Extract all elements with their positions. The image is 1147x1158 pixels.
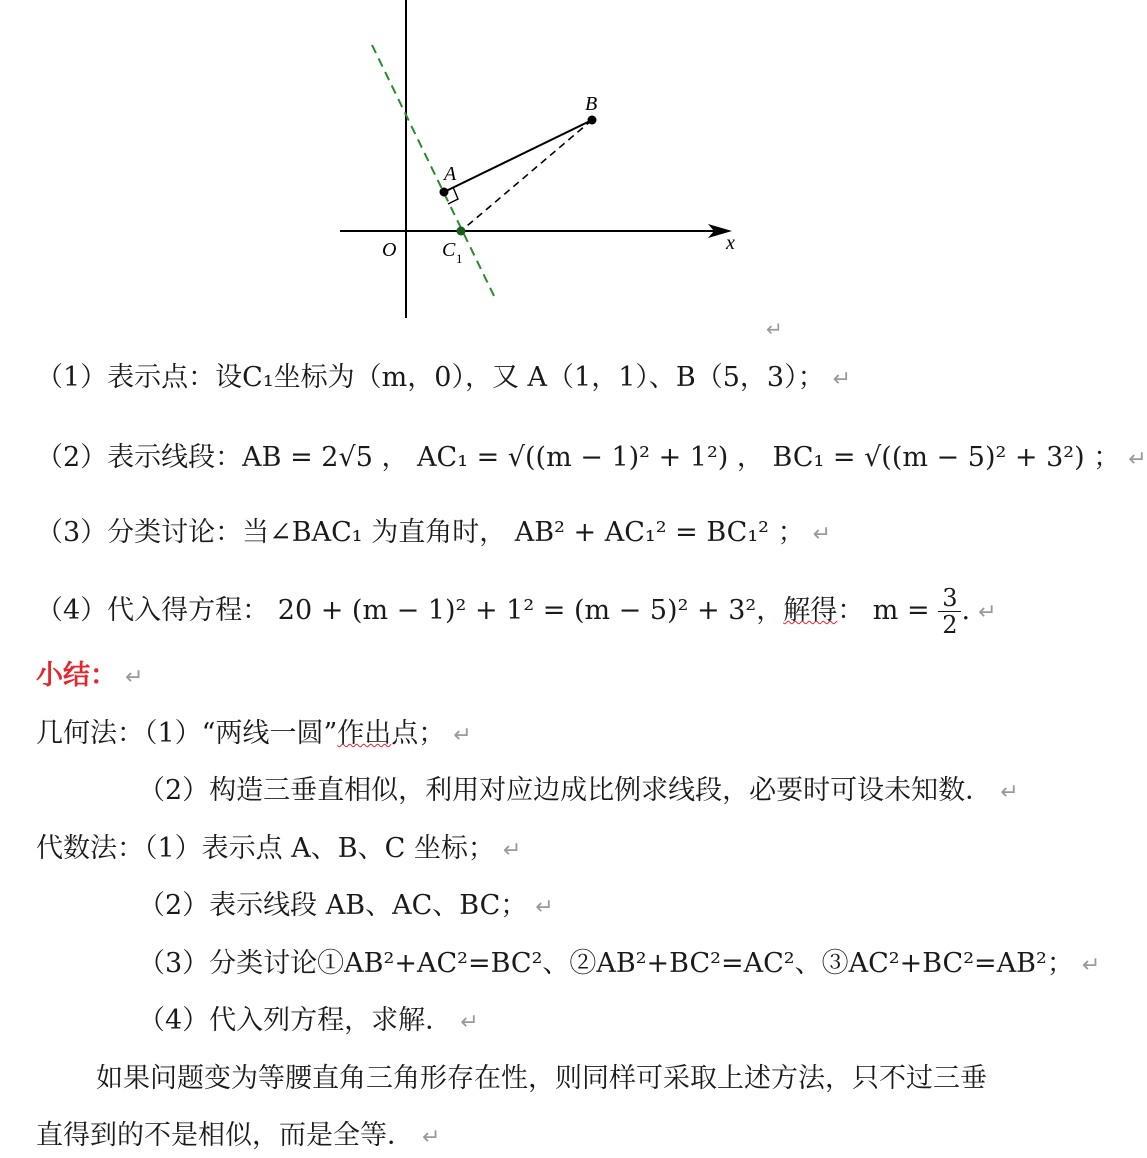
point-a [440, 188, 449, 197]
step-4-period: . [961, 595, 971, 626]
return-mark: ↵ [978, 600, 997, 625]
geometric-method-end: 点； [391, 718, 446, 749]
label-c: C [442, 239, 456, 261]
return-mark: ↵ [535, 895, 554, 920]
algebraic-method-line [36, 829, 1080, 871]
return-mark: ↵ [453, 723, 472, 748]
segment-ab [444, 120, 592, 192]
step-3-text: （3）分类讨论：当∠BAC₁ 为直角时， AB² + AC₁² = BC₁² ； [36, 517, 805, 548]
label-b: B [585, 93, 598, 115]
return-mark: ↵ [1128, 447, 1147, 472]
step-1-line [36, 358, 1080, 400]
return-mark: ↵ [502, 838, 522, 863]
fraction-three-halves [938, 585, 961, 638]
summary-heading [36, 656, 1080, 698]
step-3-line [36, 513, 1080, 555]
fraction-numerator: 3 [938, 585, 961, 612]
return-mark: ↵ [125, 665, 144, 690]
closing-paragraph-line-2 [36, 1116, 1080, 1158]
algebraic-step-4-text: （4）代入列方程，求解． [138, 1005, 453, 1036]
step-4-line [36, 585, 1080, 638]
label-c-sub: 1 [456, 251, 463, 266]
step-2-line [36, 438, 1147, 480]
return-mark: ↵ [766, 317, 783, 341]
algebraic-step-3-line [138, 944, 1101, 986]
return-mark: ↵ [460, 1010, 479, 1035]
return-mark: ↵ [812, 522, 832, 547]
geometric-step-2-line [138, 771, 1080, 813]
algebraic-step-3-text: （3）分类讨论①AB²+AC²=BC²、②AB²+BC²=AC²、③AC²+BC²=AB²； [138, 948, 1074, 979]
step-4-equation: （4）代入得方程： 20 + (m − 1)² + 1² = (m − 5)² + 3²， [36, 595, 784, 626]
fraction-denominator: 2 [942, 611, 958, 639]
return-mark: ↵ [1081, 953, 1101, 978]
algebraic-method-text: 代数法：（1）表示点 A、B、C 坐标； [36, 833, 495, 864]
algebraic-step-4-line [138, 1001, 1080, 1043]
return-mark: ↵ [1000, 780, 1019, 805]
geometric-method-text: 几何法：（1）“两线一圆” [36, 718, 338, 749]
geometric-step-2-text: （2）构造三垂直相似，利用对应边成比例求线段，必要时可设未知数． [138, 775, 993, 806]
label-a: A [444, 163, 457, 185]
coordinate-figure [330, 0, 783, 341]
label-o: O [382, 239, 397, 261]
closing-paragraph-text-2: 直得到的不是相似，而是全等． [36, 1120, 414, 1151]
point-b [588, 116, 597, 125]
step-4-m-equals: ： m = [837, 595, 930, 626]
algebraic-step-2-line [138, 886, 1080, 928]
geometric-method-line [36, 714, 1080, 756]
return-mark: ↵ [832, 367, 852, 392]
closing-paragraph-text-1: 如果问题变为等腰直角三角形存在性，则同样可采取上述方法，只不过三垂 [96, 1063, 987, 1094]
closing-paragraph-line-1 [96, 1059, 1080, 1099]
geometric-method-squiggle: 作出 [337, 718, 392, 749]
step-4-solve-word: 解得 [783, 595, 838, 626]
algebraic-step-2-text: （2）表示线段 AB、AC、BC； [138, 890, 528, 921]
perpendicular-line [372, 45, 496, 300]
step-1-text: （1）表示点：设C₁坐标为（m，0），又 A（1，1）、B（5，3）； [36, 362, 825, 393]
summary-heading-text: 小结： [36, 660, 117, 691]
segment-bc1 [461, 120, 592, 231]
step-2-text: （2）表示线段：AB = 2√5 ， AC₁ = √((m − 1)² + 1²) ， BC₁ = √((m − 5)² + 3²) ； [36, 442, 1121, 473]
point-c1 [457, 227, 466, 236]
return-mark: ↵ [422, 1125, 441, 1150]
label-x: x [726, 232, 735, 254]
